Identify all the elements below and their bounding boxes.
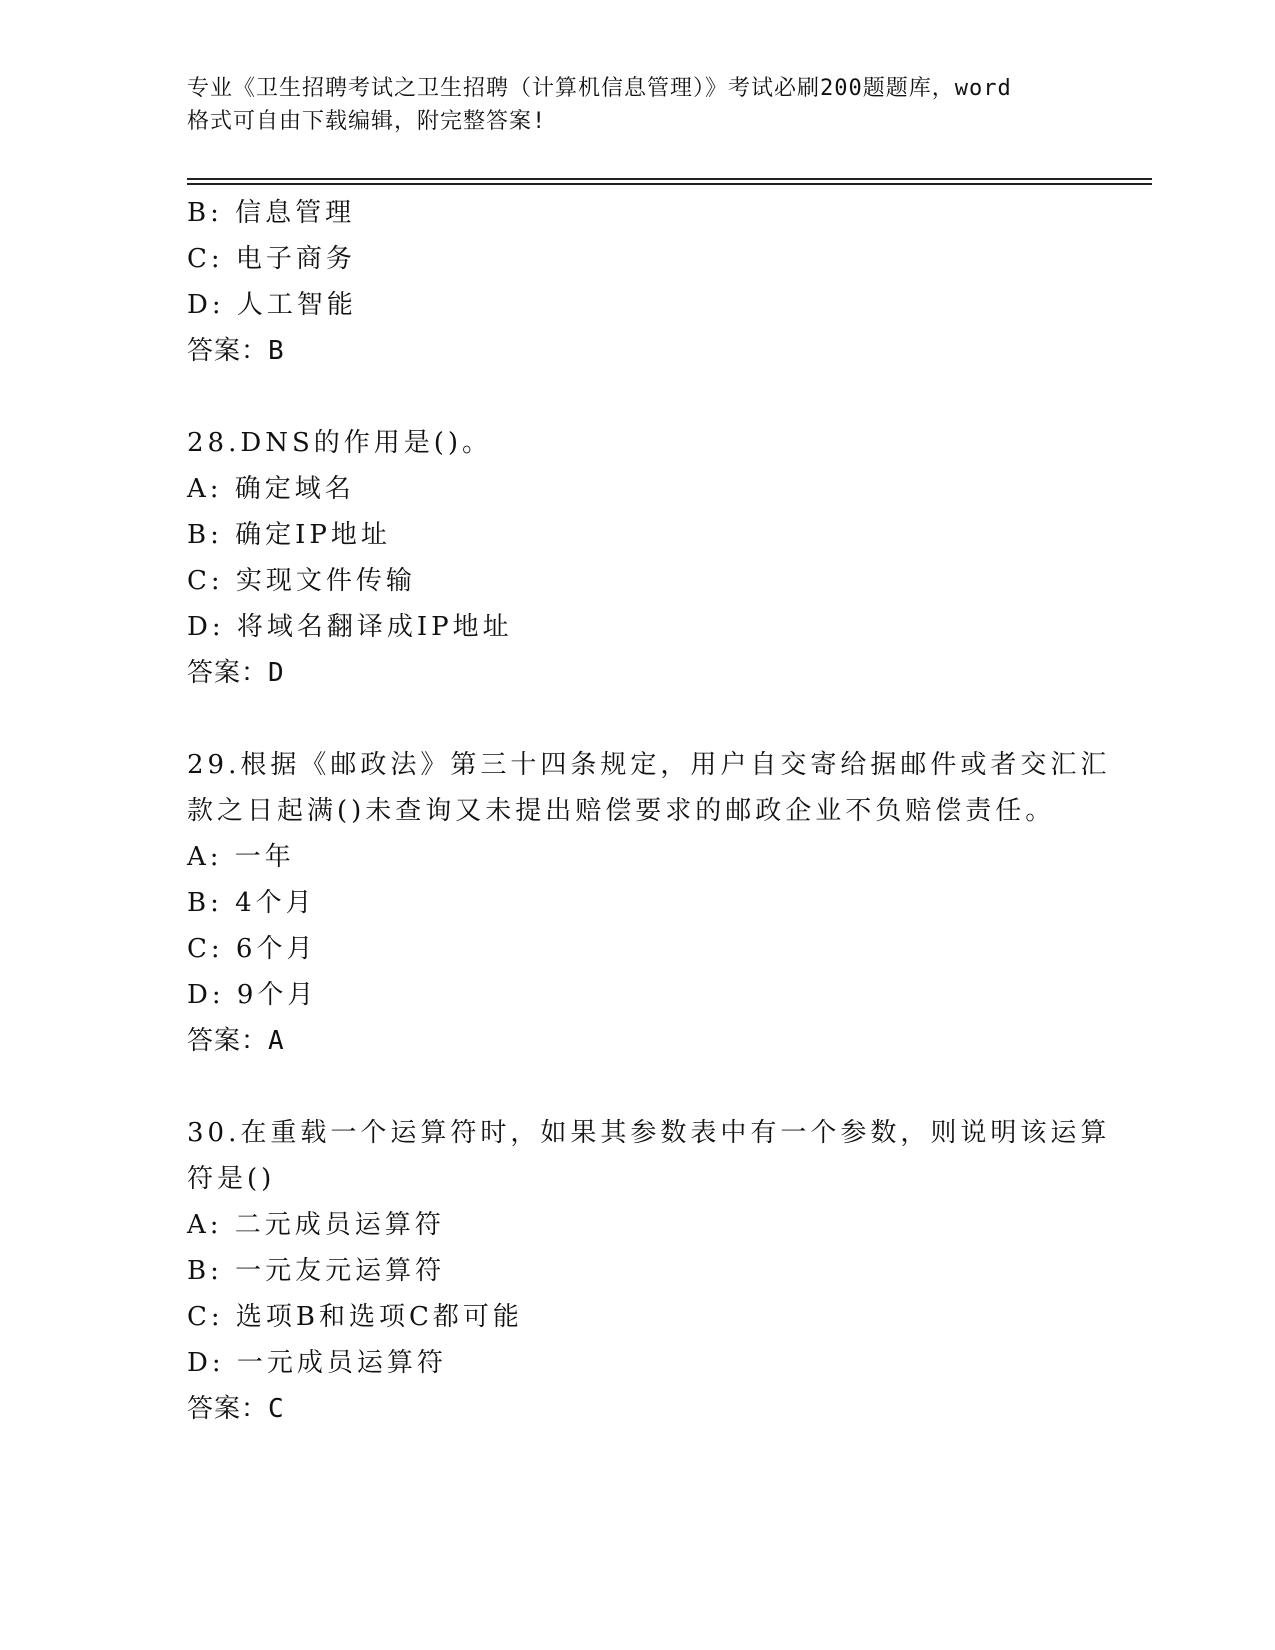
question-29: [187, 742, 1111, 1064]
answer-line: 答案：B: [187, 336, 285, 366]
option-d: D: 人工智能: [187, 290, 357, 320]
option-d: D: 将域名翻译成IP地址: [187, 612, 513, 642]
option-d: D: 一元成员运算符: [187, 1348, 447, 1378]
option-c: C: 实现文件传输: [187, 566, 416, 596]
option-c: C: 电子商务: [187, 244, 356, 274]
option-d: D: 9个月: [187, 980, 318, 1010]
option-c: C: 6个月: [187, 934, 317, 964]
option-a: A: 一年: [187, 842, 295, 872]
option-c: C: 选项B和选项C都可能: [187, 1302, 523, 1332]
option-b: B: 确定IP地址: [187, 520, 391, 550]
question-27-tail: [187, 190, 1087, 374]
option-b: B: 信息管理: [187, 198, 356, 228]
header-divider-top: [187, 178, 1152, 180]
header-line-2: 格式可自由下载编辑，附完整答案!: [187, 109, 547, 134]
question-stem-continued: 款之日起满()未查询又未提出赔偿要求的邮政企业不负赔偿责任。: [187, 796, 1056, 826]
question-stem-continued: 符是(): [187, 1164, 276, 1194]
document-header: [187, 72, 1087, 138]
answer-line: 答案：C: [187, 1394, 285, 1424]
question-30: [187, 1110, 1111, 1432]
question-stem: 29.根据《邮政法》第三十四条规定，用户自交寄给据邮件或者交汇汇: [187, 750, 1111, 780]
question-stem: 28.DNS的作用是()。: [187, 428, 493, 458]
option-b: B: 4个月: [187, 888, 316, 918]
question-stem: 30.在重载一个运算符时，如果其参数表中有一个参数，则说明该运算: [187, 1118, 1111, 1148]
option-b: B: 一元友元运算符: [187, 1256, 446, 1286]
answer-line: 答案：D: [187, 658, 285, 688]
header-line-1: 专业《卫生招聘考试之卫生招聘（计算机信息管理）》考试必刷200题题库，word: [187, 76, 1012, 101]
option-a: A: 确定域名: [187, 474, 355, 504]
question-28: [187, 420, 1087, 696]
answer-line: 答案：A: [187, 1026, 285, 1056]
question-list: [187, 190, 1111, 1432]
header-divider-bottom: [187, 183, 1152, 185]
option-a: A: 二元成员运算符: [187, 1210, 445, 1240]
